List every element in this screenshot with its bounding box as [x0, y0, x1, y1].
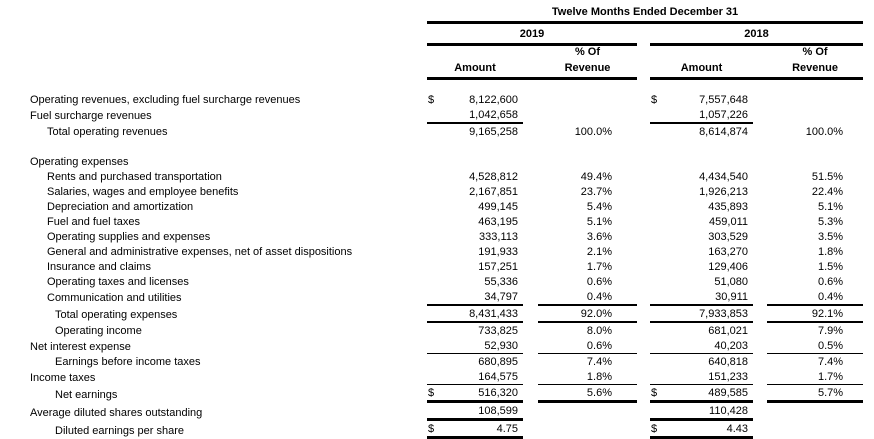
column-gap [753, 184, 767, 199]
group-gap [637, 354, 650, 370]
dollar-sign-2019 [427, 369, 441, 385]
amount-2018: 8,614,874 [699, 126, 748, 138]
period-title: Twelve Months Ended December 31 [427, 0, 863, 23]
pct-of-revenue-2018 [767, 92, 863, 107]
row-label: Operating taxes and licenses [47, 276, 189, 288]
dollar-sign-2018 [650, 123, 664, 139]
year-column-header-2019: 2019 [427, 23, 637, 45]
pct-of-revenue-2019: 92.0% [538, 305, 637, 322]
group-gap [637, 244, 650, 259]
group-gap [637, 214, 650, 229]
amount-2018 [664, 154, 753, 169]
amount-2018: 489,585 [664, 385, 753, 402]
dollar-sign-2018 [650, 169, 664, 184]
pct-of-revenue-2019 [538, 92, 637, 107]
amount-2019: 516,320 [441, 385, 523, 402]
pct-of-revenue-2018 [767, 154, 863, 169]
amount-2018: 640,818 [708, 356, 748, 368]
amount-2019: 52,930 [441, 338, 523, 354]
row-label: Operating income [55, 325, 142, 337]
amount-2019: 2,167,851 [469, 186, 518, 198]
group-gap [637, 184, 650, 199]
pct-of-revenue-2018: 5.7% [767, 385, 863, 402]
dollar-sign-2018: $ [650, 420, 664, 438]
column-gap [523, 259, 538, 274]
pct-of-revenue-2018: 3.5% [817, 231, 844, 243]
amount-2019: 191,933 [478, 246, 518, 258]
amount-2018: 1,057,226 [664, 107, 753, 123]
table-row [0, 199, 863, 214]
dollar-sign-2018 [650, 289, 664, 305]
pct-of-revenue-2019: 23.7% [580, 186, 612, 198]
blank-row [0, 139, 863, 154]
amount-2019: 4,528,812 [469, 171, 518, 183]
table-row [0, 322, 863, 338]
column-gap [523, 123, 538, 139]
column-gap [523, 274, 538, 289]
dollar-sign-2019 [427, 169, 441, 184]
amount-2018: 459,011 [709, 216, 748, 228]
column-gap [753, 259, 767, 274]
pct-of-revenue-2019 [538, 154, 637, 169]
pct-of-revenue-2019: 0.4% [538, 289, 637, 305]
pct-of-revenue-2018: 0.6% [817, 276, 844, 288]
table-row [0, 169, 863, 184]
table-row [0, 229, 863, 244]
pct-of-revenue-2019: 0.6% [586, 276, 612, 288]
header-spacer [523, 45, 538, 60]
column-gap [523, 338, 538, 354]
dollar-sign-2018 [650, 214, 664, 229]
dollar-sign-2019 [427, 338, 441, 354]
column-gap [523, 107, 538, 123]
column-gap [753, 229, 767, 244]
group-gap [637, 385, 650, 402]
amount-2018: 30,911 [664, 289, 753, 305]
dollar-sign-2019 [427, 184, 441, 199]
column-gap [753, 305, 767, 322]
amount-2019: 108,599 [441, 402, 523, 420]
dollar-sign-2018 [650, 154, 664, 169]
column-gap [523, 154, 538, 169]
pct-of-revenue-2018: 1.5% [817, 261, 844, 273]
dollar-sign-2019: $ [427, 385, 441, 402]
pct-of-revenue-2019: 0.6% [538, 338, 637, 354]
group-gap [637, 154, 650, 169]
amount-2019: 499,145 [478, 201, 518, 213]
column-gap [523, 92, 538, 107]
group-gap [637, 169, 650, 184]
dollar-sign-2018 [650, 107, 664, 123]
header-spacer [0, 59, 427, 79]
dollar-sign-2018 [650, 274, 664, 289]
dollar-sign-2018 [650, 259, 664, 274]
header-spacer [753, 45, 767, 60]
amount-2018: 7,933,853 [664, 305, 753, 322]
table-row [0, 305, 863, 322]
row-label: Operating expenses [30, 156, 129, 168]
table-row [0, 420, 863, 438]
header-spacer [0, 45, 427, 60]
group-gap [637, 369, 650, 385]
table-row [0, 244, 863, 259]
column-gap [753, 274, 767, 289]
amount-column-header-2019: Amount [427, 59, 523, 79]
amount-2018: 129,406 [708, 261, 748, 273]
table-row [0, 338, 863, 354]
column-gap [523, 199, 538, 214]
table-body [0, 92, 863, 438]
year-header-row [0, 23, 863, 45]
table-row [0, 92, 863, 107]
pct-of-revenue-2018: 7.4% [817, 356, 844, 368]
column-gap [753, 385, 767, 402]
table-row [0, 259, 863, 274]
group-gap [637, 107, 650, 123]
column-gap [753, 214, 767, 229]
amount-2018: 1,926,213 [699, 186, 748, 198]
column-gap [523, 244, 538, 259]
table-row [0, 354, 863, 370]
pct-of-revenue-2018 [767, 107, 863, 123]
amount-2018: 4.43 [664, 420, 753, 438]
column-gap [753, 289, 767, 305]
table-row [0, 184, 863, 199]
amount-2018: 681,021 [708, 325, 748, 337]
dollar-sign-2019 [427, 274, 441, 289]
dollar-sign-2019 [427, 123, 441, 139]
pct-of-revenue-2018: 0.4% [767, 289, 863, 305]
amount-2019: 164,575 [441, 369, 523, 385]
dollar-sign-2019 [427, 154, 441, 169]
dollar-sign-2018: $ [651, 94, 658, 106]
group-gap [637, 305, 650, 322]
column-gap [753, 107, 767, 123]
dollar-sign-2018 [650, 369, 664, 385]
pct-of-revenue-2018: 51.5% [811, 171, 844, 183]
table-row [0, 369, 863, 385]
amount-2018: 151,233 [664, 369, 753, 385]
row-label: Operating supplies and expenses [47, 231, 211, 243]
column-gap [753, 322, 767, 338]
revenue-column-header-2019: Revenue [538, 59, 637, 79]
amount-2019 [441, 154, 523, 169]
pct-of-revenue-2019: 5.1% [586, 216, 612, 228]
dollar-sign-2019 [427, 214, 441, 229]
dollar-sign-2018 [650, 354, 664, 370]
group-gap [637, 229, 650, 244]
pct-of-revenue-2019 [538, 107, 637, 123]
pct-of-revenue-2019: 7.4% [586, 356, 612, 368]
pct-of-revenue-2018: 0.5% [767, 338, 863, 354]
pct-of-revenue-2018: 92.1% [767, 305, 863, 322]
row-label: Total operating revenues [47, 126, 168, 138]
column-gap [753, 169, 767, 184]
group-gap [637, 420, 650, 438]
year-column-header-2018: 2018 [650, 23, 863, 45]
header-spacer [0, 0, 427, 23]
dollar-sign-2019 [427, 259, 441, 274]
group-gap [637, 322, 650, 338]
amount-2019: 8,431,433 [441, 305, 523, 322]
column-gap [753, 244, 767, 259]
pct-of-revenue-2019: 1.7% [586, 261, 612, 273]
dollar-sign-2019: $ [427, 420, 441, 438]
column-gap [753, 199, 767, 214]
dollar-sign-2018 [650, 322, 664, 338]
pct-of-revenue-2018: 5.3% [817, 216, 844, 228]
header-spacer [427, 45, 523, 60]
group-gap [637, 23, 650, 45]
table-row [0, 289, 863, 305]
dollar-sign-2019 [427, 322, 441, 338]
table-row [0, 123, 863, 139]
group-gap [637, 199, 650, 214]
subheader-row-amount-revenue [0, 59, 863, 79]
group-gap [637, 45, 650, 60]
pct-of-revenue-2019: 3.6% [586, 231, 612, 243]
amount-2019: 333,113 [479, 231, 518, 243]
table-row [0, 385, 863, 402]
pct-of-label-2019: % Of [574, 46, 601, 58]
column-gap [753, 354, 767, 370]
pct-of-revenue-2018: 1.7% [767, 369, 863, 385]
dollar-sign-2019 [427, 354, 441, 370]
blank-cell [0, 139, 863, 154]
amount-2019: 9,165,258 [469, 126, 518, 138]
amount-2018: 40,203 [664, 338, 753, 354]
dollar-sign-2018 [650, 199, 664, 214]
row-label: Fuel surcharge revenues [30, 110, 152, 122]
column-gap [523, 169, 538, 184]
row-label: Depreciation and amortization [47, 201, 194, 213]
column-gap [523, 184, 538, 199]
row-label: Rents and purchased transportation [47, 171, 222, 183]
column-gap [753, 338, 767, 354]
group-gap [637, 289, 650, 305]
amount-2018: 435,893 [708, 201, 748, 213]
pct-of-revenue-2019: 49.4% [580, 171, 612, 183]
amount-2019: 4.75 [441, 420, 523, 438]
column-gap [523, 354, 538, 370]
column-gap [523, 289, 538, 305]
row-label: Diluted earnings per share [55, 424, 185, 437]
dollar-sign-2018: $ [650, 385, 664, 402]
amount-2019: 8,122,600 [469, 94, 518, 106]
dollar-sign-2018 [650, 184, 664, 199]
pct-of-revenue-2018: 22.4% [811, 186, 844, 198]
amount-column-header-2018: Amount [650, 59, 753, 79]
pct-of-revenue-2019: 5.6% [538, 385, 637, 402]
amount-2018: 303,529 [708, 231, 748, 243]
column-gap [753, 420, 767, 438]
pct-of-revenue-2018: 5.1% [817, 201, 844, 213]
amount-2019: 55,336 [484, 276, 518, 288]
row-label: Earnings before income taxes [55, 356, 201, 368]
amount-2019: 463,195 [478, 216, 518, 228]
pct-of-revenue-2019: 5.4% [586, 201, 612, 213]
revenue-column-header-2018: Revenue [767, 59, 863, 79]
column-gap [753, 123, 767, 139]
row-label: Average diluted shares outstanding [30, 406, 203, 419]
dollar-sign-2019 [427, 289, 441, 305]
dollar-sign-2019 [427, 229, 441, 244]
row-label: Fuel and fuel taxes [47, 216, 140, 228]
dollar-sign-2019 [427, 107, 441, 123]
dollar-sign-2018 [650, 229, 664, 244]
period-header-row [0, 0, 863, 23]
column-gap [523, 305, 538, 322]
amount-2018: 4,434,540 [699, 171, 748, 183]
group-gap [637, 59, 650, 79]
header-spacer [753, 59, 767, 79]
pct-of-revenue-2018: 1.8% [817, 246, 844, 258]
dollar-sign-2019: $ [428, 94, 435, 106]
dollar-sign-2018 [650, 305, 664, 322]
pct-of-revenue-2018: 100.0% [805, 126, 844, 138]
pct-of-revenue-2019 [538, 420, 637, 438]
amount-2019: 733,825 [478, 325, 518, 337]
row-label: Total operating expenses [55, 309, 178, 321]
column-gap [523, 369, 538, 385]
amount-2019: 1,042,658 [441, 107, 523, 123]
table-row [0, 214, 863, 229]
amount-2019: 680,895 [478, 356, 518, 368]
row-label: Insurance and claims [47, 261, 151, 273]
pct-of-label-2018: % Of [802, 46, 828, 58]
row-label: Communication and utilities [47, 292, 182, 304]
amount-2018: 7,557,648 [699, 94, 748, 106]
row-label: Salaries, wages and employee benefits [47, 186, 239, 198]
amount-2019: 157,251 [478, 261, 518, 273]
group-gap [637, 274, 650, 289]
column-gap [523, 229, 538, 244]
header-spacer [0, 23, 427, 45]
group-gap [637, 259, 650, 274]
dollar-sign-2019 [427, 305, 441, 322]
column-gap [753, 369, 767, 385]
column-gap [523, 385, 538, 402]
header-spacer [523, 59, 538, 79]
amount-2019: 34,797 [441, 289, 523, 305]
dollar-sign-2018 [650, 244, 664, 259]
column-gap [753, 92, 767, 107]
pct-of-revenue-2019: 1.8% [538, 369, 637, 385]
dollar-sign-2019 [427, 199, 441, 214]
column-gap [753, 154, 767, 169]
row-label: Net earnings [55, 388, 118, 401]
table-row [0, 274, 863, 289]
pct-of-revenue-2019: 8.0% [586, 325, 612, 337]
dollar-sign-2018 [650, 338, 664, 354]
column-gap [523, 420, 538, 438]
group-gap [637, 123, 650, 139]
header-body-spacer-row [0, 79, 863, 93]
amount-2018: 51,080 [714, 276, 748, 288]
pct-of-revenue-2018: 7.9% [817, 325, 844, 337]
row-label: Operating revenues, excluding fuel surcharge revenues [30, 94, 301, 106]
amount-2018: 163,270 [708, 246, 748, 258]
column-gap [523, 214, 538, 229]
table-row [0, 154, 863, 169]
table-row [0, 107, 863, 123]
subheader-row-pct-of [0, 45, 863, 60]
column-gap [523, 322, 538, 338]
group-gap [637, 338, 650, 354]
amount-2018: 110,428 [664, 402, 753, 420]
pct-of-revenue-2019: 100.0% [574, 126, 612, 138]
spacer-cell [0, 79, 863, 93]
header-spacer [650, 45, 753, 60]
group-gap [637, 92, 650, 107]
row-label: Net interest expense [30, 340, 131, 353]
row-label: General and administrative expenses, net of asset dispositions [47, 246, 353, 258]
dollar-sign-2019 [427, 244, 441, 259]
pct-of-revenue-2018 [767, 420, 863, 438]
row-label: Income taxes [30, 371, 96, 384]
pct-of-revenue-2019: 2.1% [586, 246, 612, 258]
